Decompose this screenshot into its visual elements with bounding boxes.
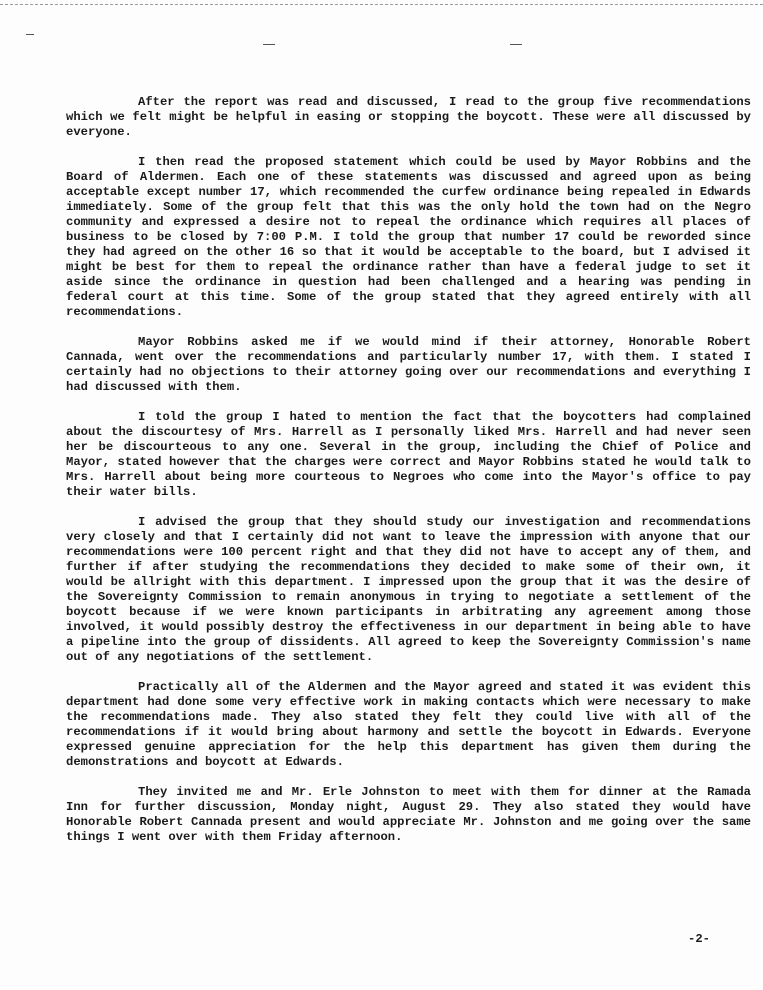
scan-mark (26, 34, 34, 35)
paragraph: Practically all of the Aldermen and the Mayor agreed and stated it was evident this department had done some very effective work in making contacts which were necessary to make the recommendations made. They also stated they felt they could live with all of the recommendations if it would bring about harmony and settle the boycott in Edwards. Everyone expressed genuine appreciation for the help this department has given them during the demonstrations and boycott at Edwards. (66, 680, 751, 769)
scan-mark (510, 44, 522, 45)
scan-mark (263, 44, 275, 45)
page-number: -2- (688, 932, 710, 946)
paragraph: Mayor Robbins asked me if we would mind if their attorney, Honorable Robert Cannada, went over the recommendations and particularly number 17, with them. I stated I certainly had no objections to their attorney going over our recommendations and everything I had discussed with them. (66, 335, 751, 394)
page-top-edge (0, 4, 763, 5)
paragraph: They invited me and Mr. Erle Johnston to meet with them for dinner at the Ramada Inn for further discussion, Monday night, August 29. They also stated they would have Honorable Robert Cannada present and would appreciate Mr. Johnston and me going over the same things I went over with them Friday afternoon. (66, 785, 751, 844)
letter-body (66, 95, 751, 860)
paragraph: I told the group I hated to mention the fact that the boycotters had complained about the discourtesy of Mrs. Harrell as I personally liked Mrs. Harrell and had never seen her be discourteous to any one. Several in the group, including the Chief of Police and Mayor, stated however that the charges were correct and Mayor Robbins stated he would talk to Mrs. Harrell about being more courteous to Negroes who come into the Mayor's office to pay their water bills. (66, 410, 751, 499)
paragraph: I then read the proposed statement which could be used by Mayor Robbins and the Board of Aldermen. Each one of these statements was discussed and agreed upon as being acceptable except number 17, which recommended the curfew ordinance being repealed in Edwards immediately. Some of the group felt that this was the only hold the town had on the Negro community and expressed a desire not to repeal the ordinance which requires all places of business to be closed by 7:00 P.M. I told the group that number 17 could be reworded since they had agreed on the other 16 so that it would be acceptable to the board, but I advised it might be best for them to repeal the ordinance rather than have a federal judge to set it aside since the ordinance in question had been challenged and a hearing was pending in federal court at this time. Some of the group stated that they agreed entirely with all recommendations. (66, 155, 751, 319)
paragraph: After the report was read and discussed, I read to the group five recommendations which we felt might be helpful in easing or stopping the boycott. These were all discussed by everyone. (66, 95, 751, 139)
paragraph: I advised the group that they should study our investigation and recommendations very closely and that I certainly did not want to leave the impression with anyone that our recommendations were 100 percent right and that they did not have to accept any of them, and further if after studying the recommendations they decided to make some of their own, it would be allright with this department. I impressed upon the group that it was the desire of the Sovereignty Commission to remain anonymous in trying to negotiate a settlement of the boycott because if we were known participants in arbitrating any agreement among those involved, it would possibly destroy the effectiveness in our department in being able to have a pipeline into the group of dissidents. All agreed to keep the Sovereignty Commission's name out of any negotiations of the settlement. (66, 515, 751, 664)
